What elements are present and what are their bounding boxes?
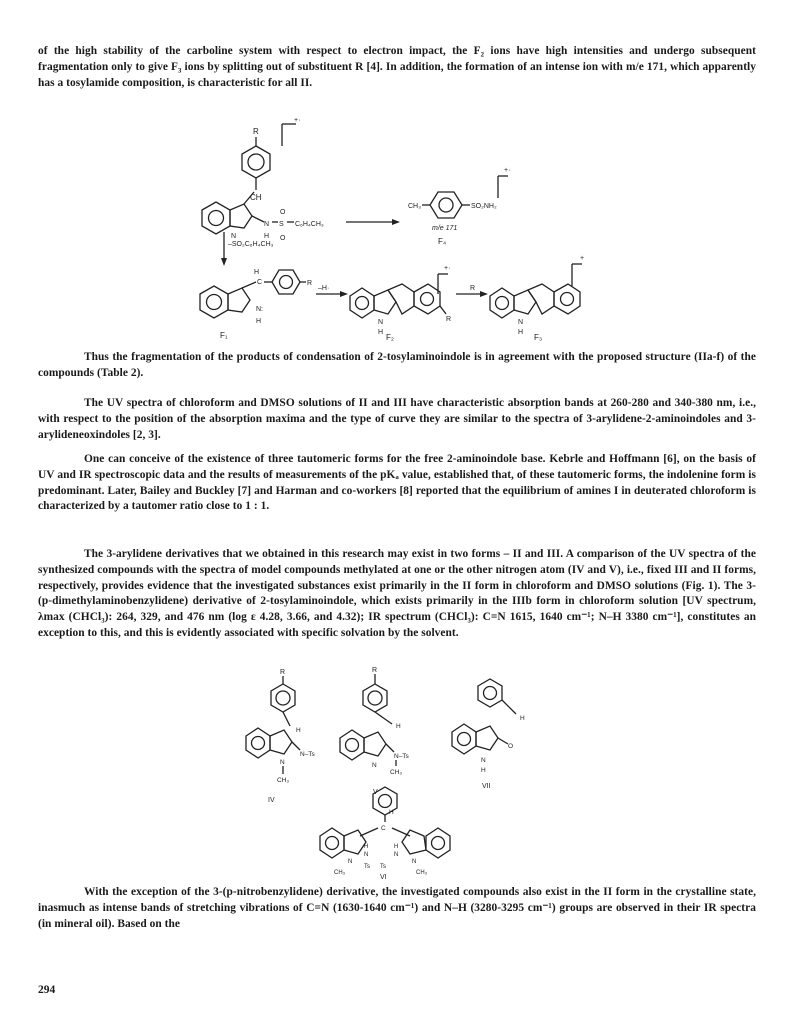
iv-label: IV	[268, 797, 275, 804]
vii-nh-label: H	[481, 767, 486, 774]
vi-right-ts-label: Ts	[380, 864, 386, 870]
f1-structure	[200, 269, 312, 340]
minus-h-label: –H·	[318, 285, 330, 292]
s-label: S	[279, 221, 284, 228]
f1-h-label: H	[254, 269, 260, 276]
vii-n-label: N	[481, 757, 486, 764]
compound-vii	[452, 679, 525, 790]
o-label-top: O	[280, 209, 286, 216]
iv-h-label: H	[296, 727, 301, 734]
v-r-label: R	[372, 667, 378, 674]
f2-r-label: R	[446, 316, 452, 323]
f3-h-label: H	[518, 329, 524, 336]
paragraph-5-text: The 3-arylidene derivatives that we obtained in this research may exist in two forms – II and III. A comparison of the UV spectra of the synthesized compounds with the spectra of model compounds methylated at one or the other nitrogen atom (IV and V), i.e., fixed III and II forms, respectively, provides evidence that the investigated substances exist primarily in the II form in chloroform and DMSO solutions (Fig. 1). The 3-(p-dimethylaminobenzylidene) derivative of 2-tosylaminoindole, which exists primarily in the IIIb form in chloroform solution [UV spectrum, λmax (CHCl₃): 264, 329, and 476 nm (log ε 4.28, 3.66, and 4.32); IR spectrum (CHCl₃): C=N 1615, 1640 cm⁻¹; N–H 3380 cm⁻¹], constitutes an exception to this, and this is evidently associated with specific solvation by the solvent.	[38, 548, 756, 639]
n-label-2: N	[264, 221, 270, 228]
ch-label: CH	[250, 193, 262, 202]
n-label: N	[231, 233, 237, 240]
f2-h-label: H	[378, 329, 384, 336]
f2-label: F₂	[386, 333, 394, 342]
molecular-ion-structure	[202, 118, 324, 242]
vii-h-label: H	[520, 715, 525, 722]
fragmentation-scheme	[0, 118, 796, 344]
paragraph-5	[38, 547, 756, 642]
f1-c-label: C	[257, 279, 263, 286]
paragraph-6	[38, 885, 756, 932]
vi-left-ring-n: N	[348, 859, 353, 865]
paragraph-6-text: With the exception of the 3-(p-nitrobenzylidene) derivative, the investigated compounds also exist in the II form in the crystalline state, inasmuch as intense bands of stretching vibrations of C=N (1630-1640 cm⁻¹) and N–H (3280-3295 cm⁻¹) groups are observed in their IR spectra (in mineral oil). Based on the	[38, 886, 756, 930]
f3-structure	[490, 255, 584, 342]
vi-left-n-label: N	[364, 852, 369, 858]
vi-left-h-label: H	[364, 844, 369, 850]
f4-ion-structure	[408, 167, 510, 246]
vi-left-ts-label: Ts	[364, 864, 370, 870]
iv-r-label: R	[280, 669, 286, 676]
v-nts-label: N–Ts	[394, 753, 409, 760]
vi-h-label: H	[389, 809, 394, 816]
f4-charge-label: +·	[504, 167, 511, 174]
paragraph-3-text: The UV spectra of chloroform and DMSO solutions of II and III have characteristic absorption bands at 260-280 and 340-380 nm, i.e., with respect to the position of the absorption maxima and the type of curve they are similar to the spectra of 3-arylidene-2-aminoindoles and 3-arylideneoxindoles [2, 3].	[38, 397, 756, 441]
vii-label: VII	[482, 783, 491, 790]
h-label: H	[264, 233, 270, 240]
paragraph-4	[38, 452, 756, 515]
compound-iv	[246, 669, 316, 804]
v-ch3-label: CH₃	[390, 769, 403, 776]
v-h-label: H	[396, 723, 401, 730]
f3-n-label: N	[518, 319, 524, 326]
f3-label: F₃	[534, 333, 543, 342]
ch3-label: CH₃	[408, 203, 421, 210]
r-substituent-label: R	[253, 127, 259, 136]
vi-right-ring-n: N	[412, 859, 417, 865]
compound-v	[340, 667, 410, 796]
vi-right-n-label: N	[394, 852, 399, 858]
vi-c-label: C	[381, 825, 386, 832]
paragraph-1-text: of the high stability of the carboline system with respect to electron impact, the F₂ ions have high intensities and undergo subsequent fragmentation only to give F₃ ions by splitting out of substituent R [4]. In addition, the formation of an intense ion with m/e 171, which apparently has a tosylamide composition, is characteristic for all II.	[38, 45, 756, 89]
paragraph-2-text: Thus the fragmentation of the products of condensation of 2-tosylaminoindole is in agreement with the proposed structure (IIa-f) of the compounds (Table 2).	[38, 351, 756, 379]
f2-structure	[350, 265, 451, 342]
mz-label: m/e 171	[432, 225, 458, 232]
vi-right-ch3-label: CH₃	[416, 870, 428, 876]
arrow-r-label: R	[470, 285, 476, 292]
vi-label: VI	[380, 874, 387, 881]
iv-nts-label: N–Ts	[300, 751, 315, 758]
vi-left-ch3-label: CH₃	[334, 870, 346, 876]
tosyl-tail-label: C₆H₄CH₃	[295, 221, 324, 228]
vi-right-h-label: H	[394, 844, 399, 850]
v-label: V	[373, 789, 378, 796]
f2-charge-label: +·	[444, 265, 451, 272]
f4-label: F₄	[438, 237, 447, 246]
iv-n-label: N	[280, 759, 285, 766]
paragraph-2	[38, 350, 756, 382]
f3-charge-label: +	[580, 255, 585, 262]
vii-o-label: O	[508, 743, 514, 750]
iv-ch3-label: CH₃	[277, 777, 290, 784]
f1-nh-label: H	[256, 318, 262, 325]
charge-label: +·	[294, 118, 301, 124]
paragraph-1	[38, 44, 756, 91]
paragraph-3	[38, 396, 756, 443]
paragraph-4-text: One can conceive of the existence of three tautomeric forms for the free 2-aminoindole base. Kebrle and Hoffmann [6], on the basis of UV and IR spectroscopic data and the results of measurements of the pKₐ value, established that, of these tautomeric forms, the indolenine form is predominant. Later, Bailey and Buckley [7] and Harman and co-workers [8] reported that the equilibrium of amines I in deuterated chloroform is characterized by a tautomer ratio close to 1 : 1.	[38, 453, 756, 513]
so2nh2-label: SO₂NH₂	[471, 203, 497, 210]
loss-label: –SO₂C₆H₄CH₃	[228, 241, 274, 248]
o-label-bottom: O	[280, 235, 286, 242]
model-compounds-scheme	[0, 664, 796, 878]
v-n-label: N	[372, 762, 377, 769]
compound-vi	[320, 787, 450, 876]
f1-label: F₁	[220, 331, 228, 340]
f1-n-label: N:	[256, 306, 263, 313]
f2-n-label: N	[378, 319, 384, 326]
page-number: 294	[38, 984, 56, 996]
f1-r-label: R	[307, 280, 313, 287]
